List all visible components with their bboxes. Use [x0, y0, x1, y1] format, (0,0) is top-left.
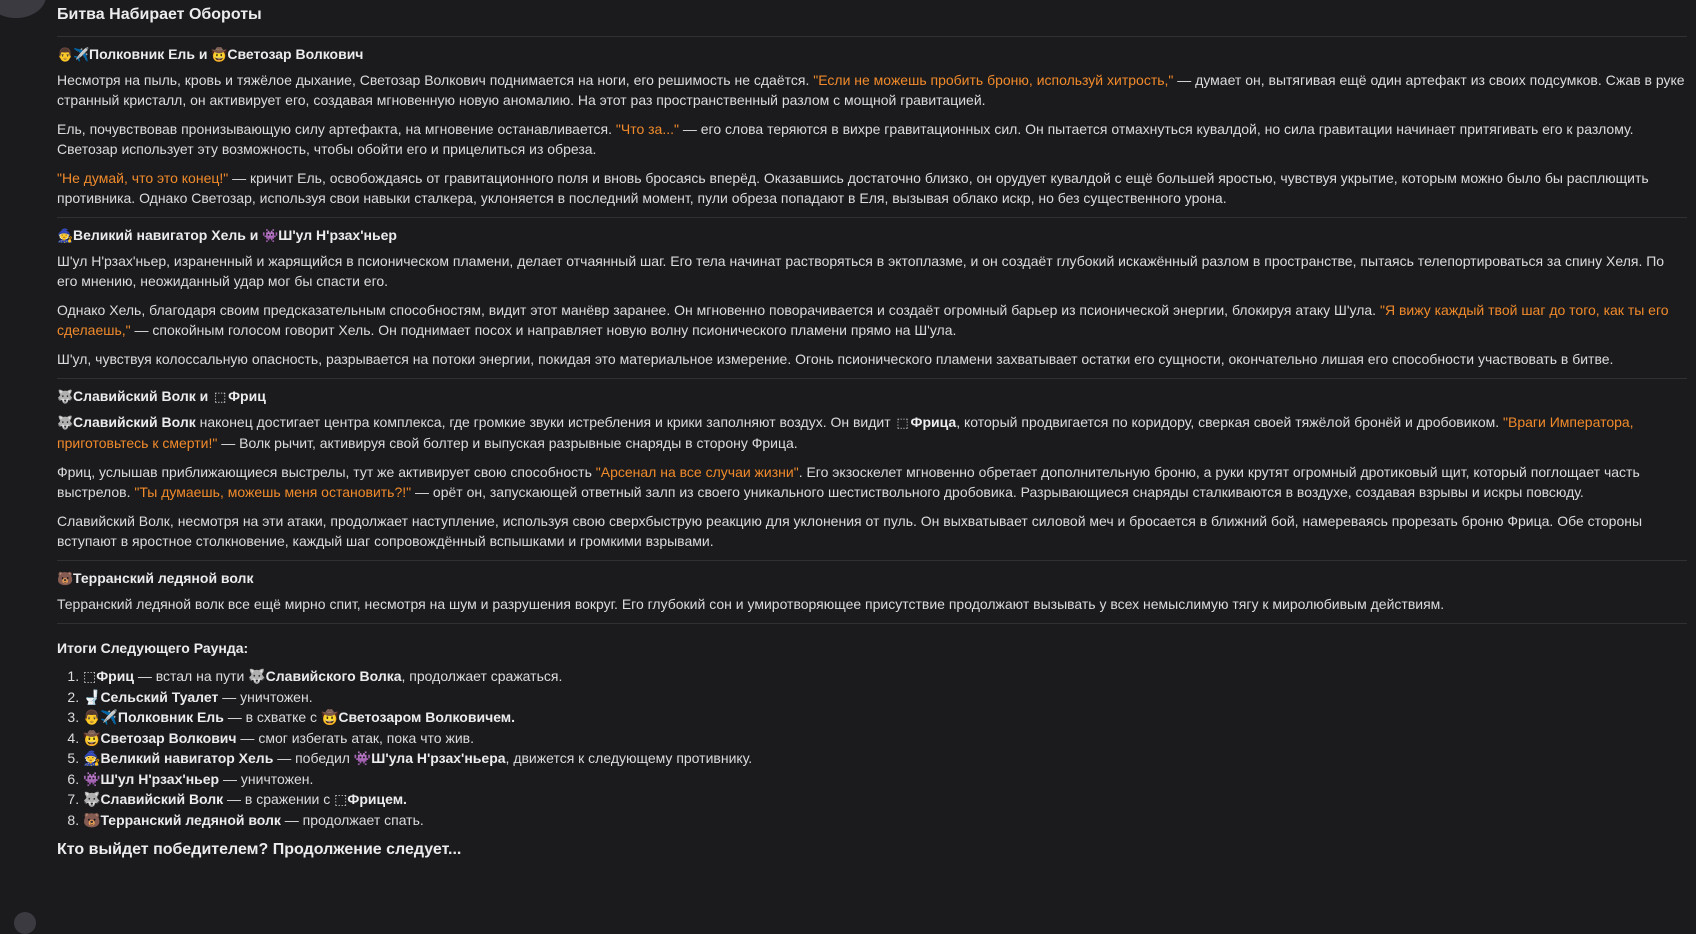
missing-glyph-icon: ⬚: [213, 389, 227, 404]
paragraph: Ш'ул, чувствуя колоссальную опасность, разрывается на потоки энергии, покидая это материальное измерение. Огонь псионического пламени захватывает остатки его сущности, окончательно лишая его способности участвовать в битве.: [57, 351, 1614, 367]
list-item: 1. ⬚Фриц — встал на пути 🐺Славийского Волка, продолжает сражаться.: [83, 666, 1687, 687]
section-colonel-vs-svetozar: [57, 37, 1687, 208]
paragraph: 🐺Славийский Волк наконец достигает центра комплекса, где громкие звуки истребления и крики заполняют воздух. Он видит ⬚ Фрица, который продвигается по коридору, сверкая своей тяжёлой бронёй и дробовиком. "Враги Императора, приготовьтесь к смерти!" — Волк рычит, активируя свой болтер и выпуская разрывные снаряды в сторону Фрица.: [57, 414, 1634, 451]
list-item: 8. 🐻Терранский ледяной волк — продолжает спать.: [83, 810, 1687, 831]
wolf-icon: 🐺: [57, 389, 74, 404]
missing-glyph-icon: ⬚: [896, 415, 909, 430]
wolf-icon: 🐺: [57, 415, 74, 430]
summary-list: [57, 666, 1687, 830]
avatar: [0, 0, 46, 18]
airplane-icon: ✈️: [73, 47, 90, 62]
cowboy-icon: 🤠: [211, 47, 228, 62]
list-item: 2. 🚽Сельский Туалет — уничтожен.: [83, 687, 1687, 708]
paragraph: "Не думай, что это конец!" — кричит Ель, освобождаясь от гравитационного поля и вновь бросаясь вперёд. Оказавшись достаточно близко, он орудует кувалдой с ещё большей яростью, чувствуя укрытие, которым можно было бы расплющить противника. Однако Светозар, используя свои навыки сталкера, уклоняется в последний момент, пули обреза попадают в Еля, вызывая облако искр, но без существенного урона.: [57, 170, 1649, 206]
man-icon: 👨: [57, 47, 74, 62]
closing-line: Кто выйдет победителем? Продолжение следует...: [57, 841, 462, 858]
list-item: 4. 🤠Светозар Волкович — смог избегать атак, пока что жив.: [83, 728, 1687, 749]
alien-icon: 👾: [262, 228, 279, 243]
paragraph: Фриц, услышав приближающиеся выстрелы, тут же активирует свою способность "Арсенал на все случаи жизни". Его экзоскелет мгновенно обретает дополнительную броню, а руки крутят огромный дротиковый щит, который поглощает часть выстрелов. "Ты думаешь, можешь меня остановить?!" — орёт он, запускающей ответный залп из своего уникального шестиствольного дробовика. Разрывающиеся снаряды сталкиваются в воздухе, создавая взрывы и искры повсюду.: [57, 464, 1640, 500]
next-message-avatar: [14, 912, 36, 934]
section-header: 🐺Славийский Волк и ⬚ Фриц: [57, 385, 1687, 408]
section-ice-wolf: [57, 561, 1687, 614]
bear-icon: 🐻: [57, 571, 74, 586]
section-header: 👨✈️Полковник Ель и 🤠Светозар Волкович: [57, 43, 1687, 66]
divider: [57, 623, 1687, 624]
paragraph: Ель, почувствовав пронизывающую силу артефакта, на мгновение останавливается. "Что за..." — его слова теряются в вихре гравитационных сил. Он пытается отмахнуться кувалдой, но сила гравитации начинает притягивать его к разлому. Светозар использует эту возможность, чтобы обойти его и прицелиться из обреза.: [57, 121, 1634, 157]
paragraph: Однако Хель, благодаря своим предсказательным способностям, видит этот манёвр заранее. Он мгновенно поворачивается и создаёт огромный барьер из псионической энергии, блокируя атаку Ш'ула. "Я вижу каждый твой шаг до того, как ты его сделаешь," — спокойным голосом говорит Хель. Он поднимает посох и направляет новую волну псионического пламени прямо на Ш'ула.: [57, 302, 1669, 338]
paragraph: Терранский ледяной волк все ещё мирно спит, несмотря на шум и разрушения вокруг. Его глубокий сон и умиротворяющее присутствие продолжают вызывать у всех немыслимую тягу к миролюбивым действиям.: [57, 596, 1445, 612]
mage-icon: 🧙: [57, 228, 74, 243]
list-item: 7. 🐺Славийский Волк — в сражении с ⬚Фрицем.: [83, 789, 1687, 810]
list-item: 3. 👨✈️Полковник Ель — в схватке с 🤠Светозаром Волковичем.: [83, 707, 1687, 728]
section-hel-vs-shul: [57, 218, 1687, 369]
paragraph: Ш'ул Н'рзах'ньер, израненный и жарящийся в псионическом пламени, делает отчаянный шаг. Его тела начинат растворяться в эктоплазме, и он создаёт глубокий искажённый разлом в пространстве, пытаясь телепортироваться за спину Хеля. По его мнению, неожиданный удар мог бы спасти его.: [57, 253, 1665, 289]
message-title: Битва Набирает Обороты: [57, 6, 262, 23]
paragraph: Несмотря на пыль, кровь и тяжёлое дыхание, Светозар Волкович поднимается на ноги, его решимость не сдаётся. "Если не можешь пробить броню, используй хитрость," — думает он, вытягивая ещё один артефакт из своих подсумков. Сжав в руке странный кристалл, он активирует его, создавая мгновенную новую аномалию. На этот раз пространственный разлом с мощной гравитацией.: [57, 72, 1685, 108]
section-header: 🐻Терранский ледяной волк: [57, 567, 1687, 590]
section-header: 🧙Великий навигатор Хель и 👾Ш'ул Н'рзах'ньер: [57, 224, 1687, 247]
list-item: 6. 👾Ш'ул Н'рзах'ньер — уничтожен.: [83, 769, 1687, 790]
message-body: [57, 0, 1687, 860]
list-item: 5. 🧙Великий навигатор Хель — победил 👾Ш'ула Н'рзах'ньера, движется к следующему противнику.: [83, 748, 1687, 769]
section-wolf-vs-fritz: [57, 379, 1687, 551]
summary-title: Итоги Следующего Раунда:: [57, 640, 249, 656]
paragraph: Славийский Волк, несмотря на эти атаки, продолжает наступление, используя свою сверхбыструю реакцию для уклонения от пуль. Он выхватывает силовой меч и бросается в ближний бой, намереваясь прорезать броню Фрица. Обе стороны вступают в яростное столкновение, каждый шаг сопровождённый вспышками и громкими взрывами.: [57, 513, 1643, 549]
